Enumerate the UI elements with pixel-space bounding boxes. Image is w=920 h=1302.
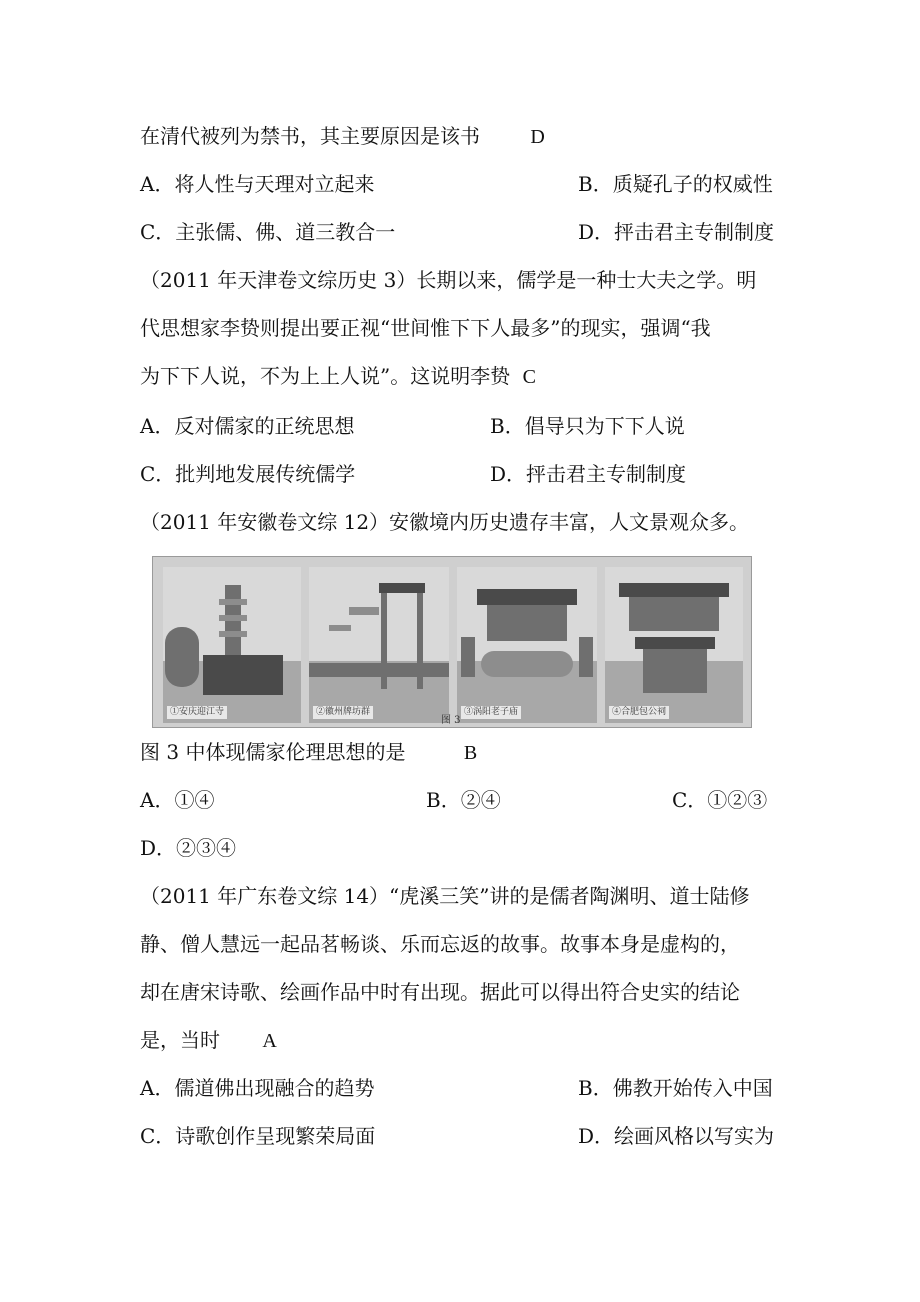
q2-answer: C (522, 366, 536, 388)
q2-line-3 (140, 364, 536, 389)
photo-pagoda (163, 567, 301, 723)
q2-option-c: C．批判地发展传统儒学 (140, 462, 356, 486)
q3-option-a: A．①④ (140, 788, 215, 812)
landmarks-photo-figure (152, 556, 752, 728)
q1-option-c: C．主张儒、佛、道三教合一 (140, 220, 396, 244)
caption-1: ①安庆迎江寺 (167, 706, 227, 719)
q4-line-2: 静、僧人慧远一起品茗畅谈、乐而忘返的故事。故事本身是虚构的， (140, 932, 740, 956)
photo-temple (457, 567, 597, 723)
photo-shrine (605, 567, 743, 723)
caption-4: ④合肥包公祠 (609, 706, 669, 719)
q1-stem-text: 在清代被列为禁书，其主要原因是该书 (140, 124, 480, 148)
q3-stem (140, 740, 477, 765)
q4-line-3: 却在唐宋诗歌、绘画作品中时有出现。据此可以得出符合史实的结论 (140, 980, 740, 1004)
q4-line-4 (140, 1028, 277, 1053)
q2-option-b: B．倡导只为下下人说 (490, 414, 685, 438)
q2-line-1: （2011 年天津卷文综历史 3）长期以来，儒学是一种士大夫之学。明 (140, 268, 757, 292)
q4-option-c: C．诗歌创作呈现繁荣局面 (140, 1124, 376, 1148)
q4-option-d: D．绘画风格以写实为 (578, 1124, 775, 1148)
q3-answer: B (463, 742, 478, 764)
q3-option-d: D．②③④ (140, 836, 237, 860)
q1-option-d: D．抨击君主专制制度 (578, 220, 775, 244)
photo-archways (309, 567, 449, 723)
q4-option-b: B．佛教开始传入中国 (578, 1076, 773, 1100)
q3-stem-text: 图 3 中体现儒家伦理思想的是 (140, 740, 406, 764)
figure-label: 图 3 (441, 715, 461, 726)
caption-2: ②徽州牌坊群 (313, 706, 373, 719)
caption-3: ③涡阳老子庙 (461, 706, 521, 719)
q2-option-a: A．反对儒家的正统思想 (140, 414, 355, 438)
q2-line-3-text: 为下下人说，不为上上人说”。这说明李贽 (140, 364, 511, 388)
q4-option-a: A．儒道佛出现融合的趋势 (140, 1076, 375, 1100)
q3-option-b: B．②④ (426, 788, 501, 812)
q3-option-c: C．①②③ (672, 788, 768, 812)
q2-line-2: 代思想家李贽则提出要正视“世间惟下下人最多”的现实，强调“我 (140, 316, 711, 340)
q1-option-b: B．质疑孔子的权威性 (578, 172, 773, 196)
q2-option-d: D．抨击君主专制制度 (490, 462, 687, 486)
q1-answer: D (530, 126, 545, 148)
q3-intro: （2011 年安徽卷文综 12）安徽境内历史遗存丰富，人文景观众多。 (140, 510, 750, 534)
q1-option-a: A．将人性与天理对立起来 (140, 172, 375, 196)
q4-line-1: （2011 年广东卷文综 14）“虎溪三笑”讲的是儒者陶渊明、道士陆修 (140, 884, 750, 908)
q1-stem (140, 124, 545, 149)
q4-line-4-text: 是，当时 (140, 1028, 220, 1052)
q4-answer: A (262, 1030, 277, 1052)
